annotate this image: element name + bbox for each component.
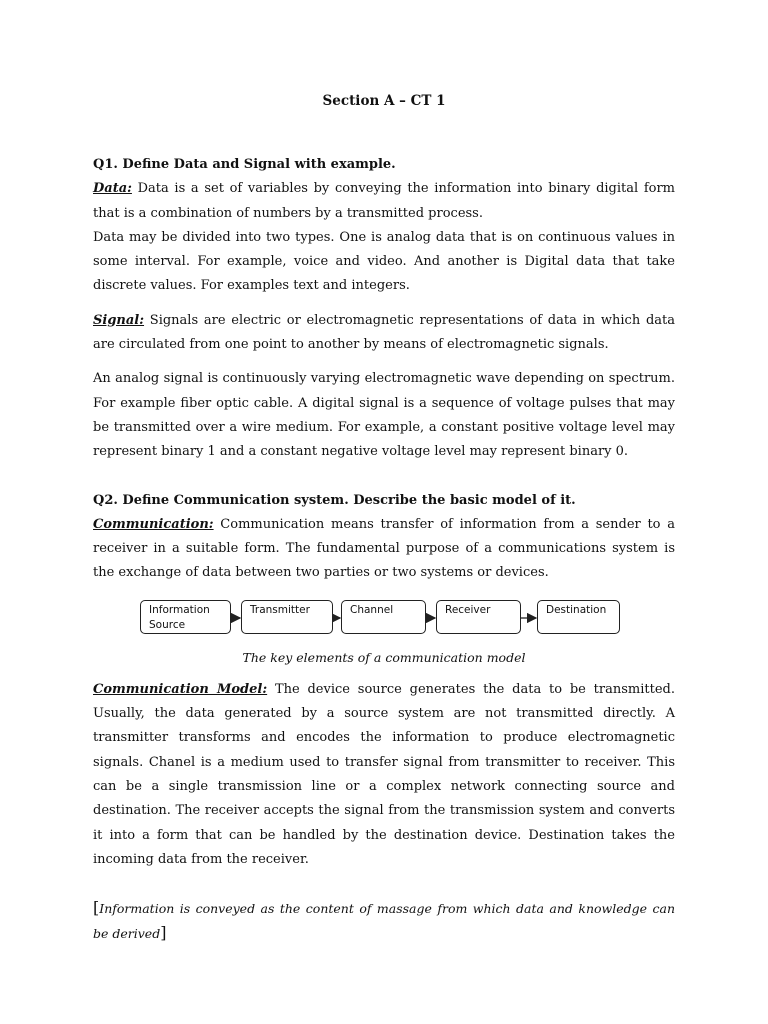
page-title: Section A – CT 1 (322, 93, 446, 109)
note-open-bracket: [ (93, 898, 100, 918)
document-body (93, 153, 675, 947)
diagram-caption: The key elements of a communication model (242, 649, 526, 665)
communication-term: Communication: (93, 516, 214, 532)
communication-definition-text: Communication means transfer of information from a sender to a receiver in a suitable form. The fundamental purpose of a communications system is the exchange of data between two parties or two systems or devices. (93, 516, 675, 581)
q2-heading: Q2. Define Communication system. Describe the basic model of it. (93, 492, 576, 508)
signal-definition (93, 309, 675, 358)
communication-model-paragraph (93, 678, 675, 872)
box-receiver: Receiver (436, 600, 521, 634)
q1-heading: Q1. Define Data and Signal with example. (93, 157, 396, 172)
signal-types-paragraph: An analog signal is continuously varying electromagnetic wave depending on spectrum. For example fiber optic cable. A digital signal is a sequence of voltage pulses that may be transmitted over a wire medium. For example, a constant positive voltage level may represent binary 1 and a constant negative voltage level may represent binary 0. (93, 371, 675, 460)
box-transmitter: Transmitter (241, 600, 333, 634)
data-term: Data: (93, 181, 132, 197)
note-text: Information is conveyed as the content of massage from which data and knowledge can be derived (93, 901, 675, 942)
data-definition (93, 177, 675, 226)
box-destination: Destination (537, 600, 620, 634)
signal-term: Signal: (93, 312, 145, 328)
communication-model-diagram (93, 600, 675, 644)
data-definition-text: Data is a set of variables by conveying the information into binary digital form that is a combination of numbers by a transmitted process. (93, 181, 675, 221)
data-types-paragraph: Data may be divided into two types. One is analog data that is on continuous values in some interval. For example, voice and video. And another is Digital data that take discrete values. For examples text and integers. (93, 229, 675, 294)
note-close-bracket: ] (160, 923, 167, 943)
signal-definition-text: Signals are electric or electromagnetic representations of data in which data are circulated from one point to another by means of electromagnetic signals. (93, 312, 675, 353)
box-channel: Channel (341, 600, 426, 634)
note-paragraph (93, 896, 675, 947)
communication-model-text: The device source generates the data to be transmitted. Usually, the data generated by a source system are not transmitted directly. A transmitter transforms and encodes the information to produce electromagnetic signals. Chanel is a medium used to transfer signal from transmitter to receiver. This can be a single transmission line or a complex network connecting source and destination. The receiver accepts the signal from the transmission system and converts it into a form that can be handled by the destination device. Destination takes the incoming data from the receiver. (93, 681, 675, 867)
communication-model-term: Communication Model: (93, 681, 268, 697)
communication-definition (93, 513, 675, 586)
box-information-source: Information Source (140, 600, 231, 634)
